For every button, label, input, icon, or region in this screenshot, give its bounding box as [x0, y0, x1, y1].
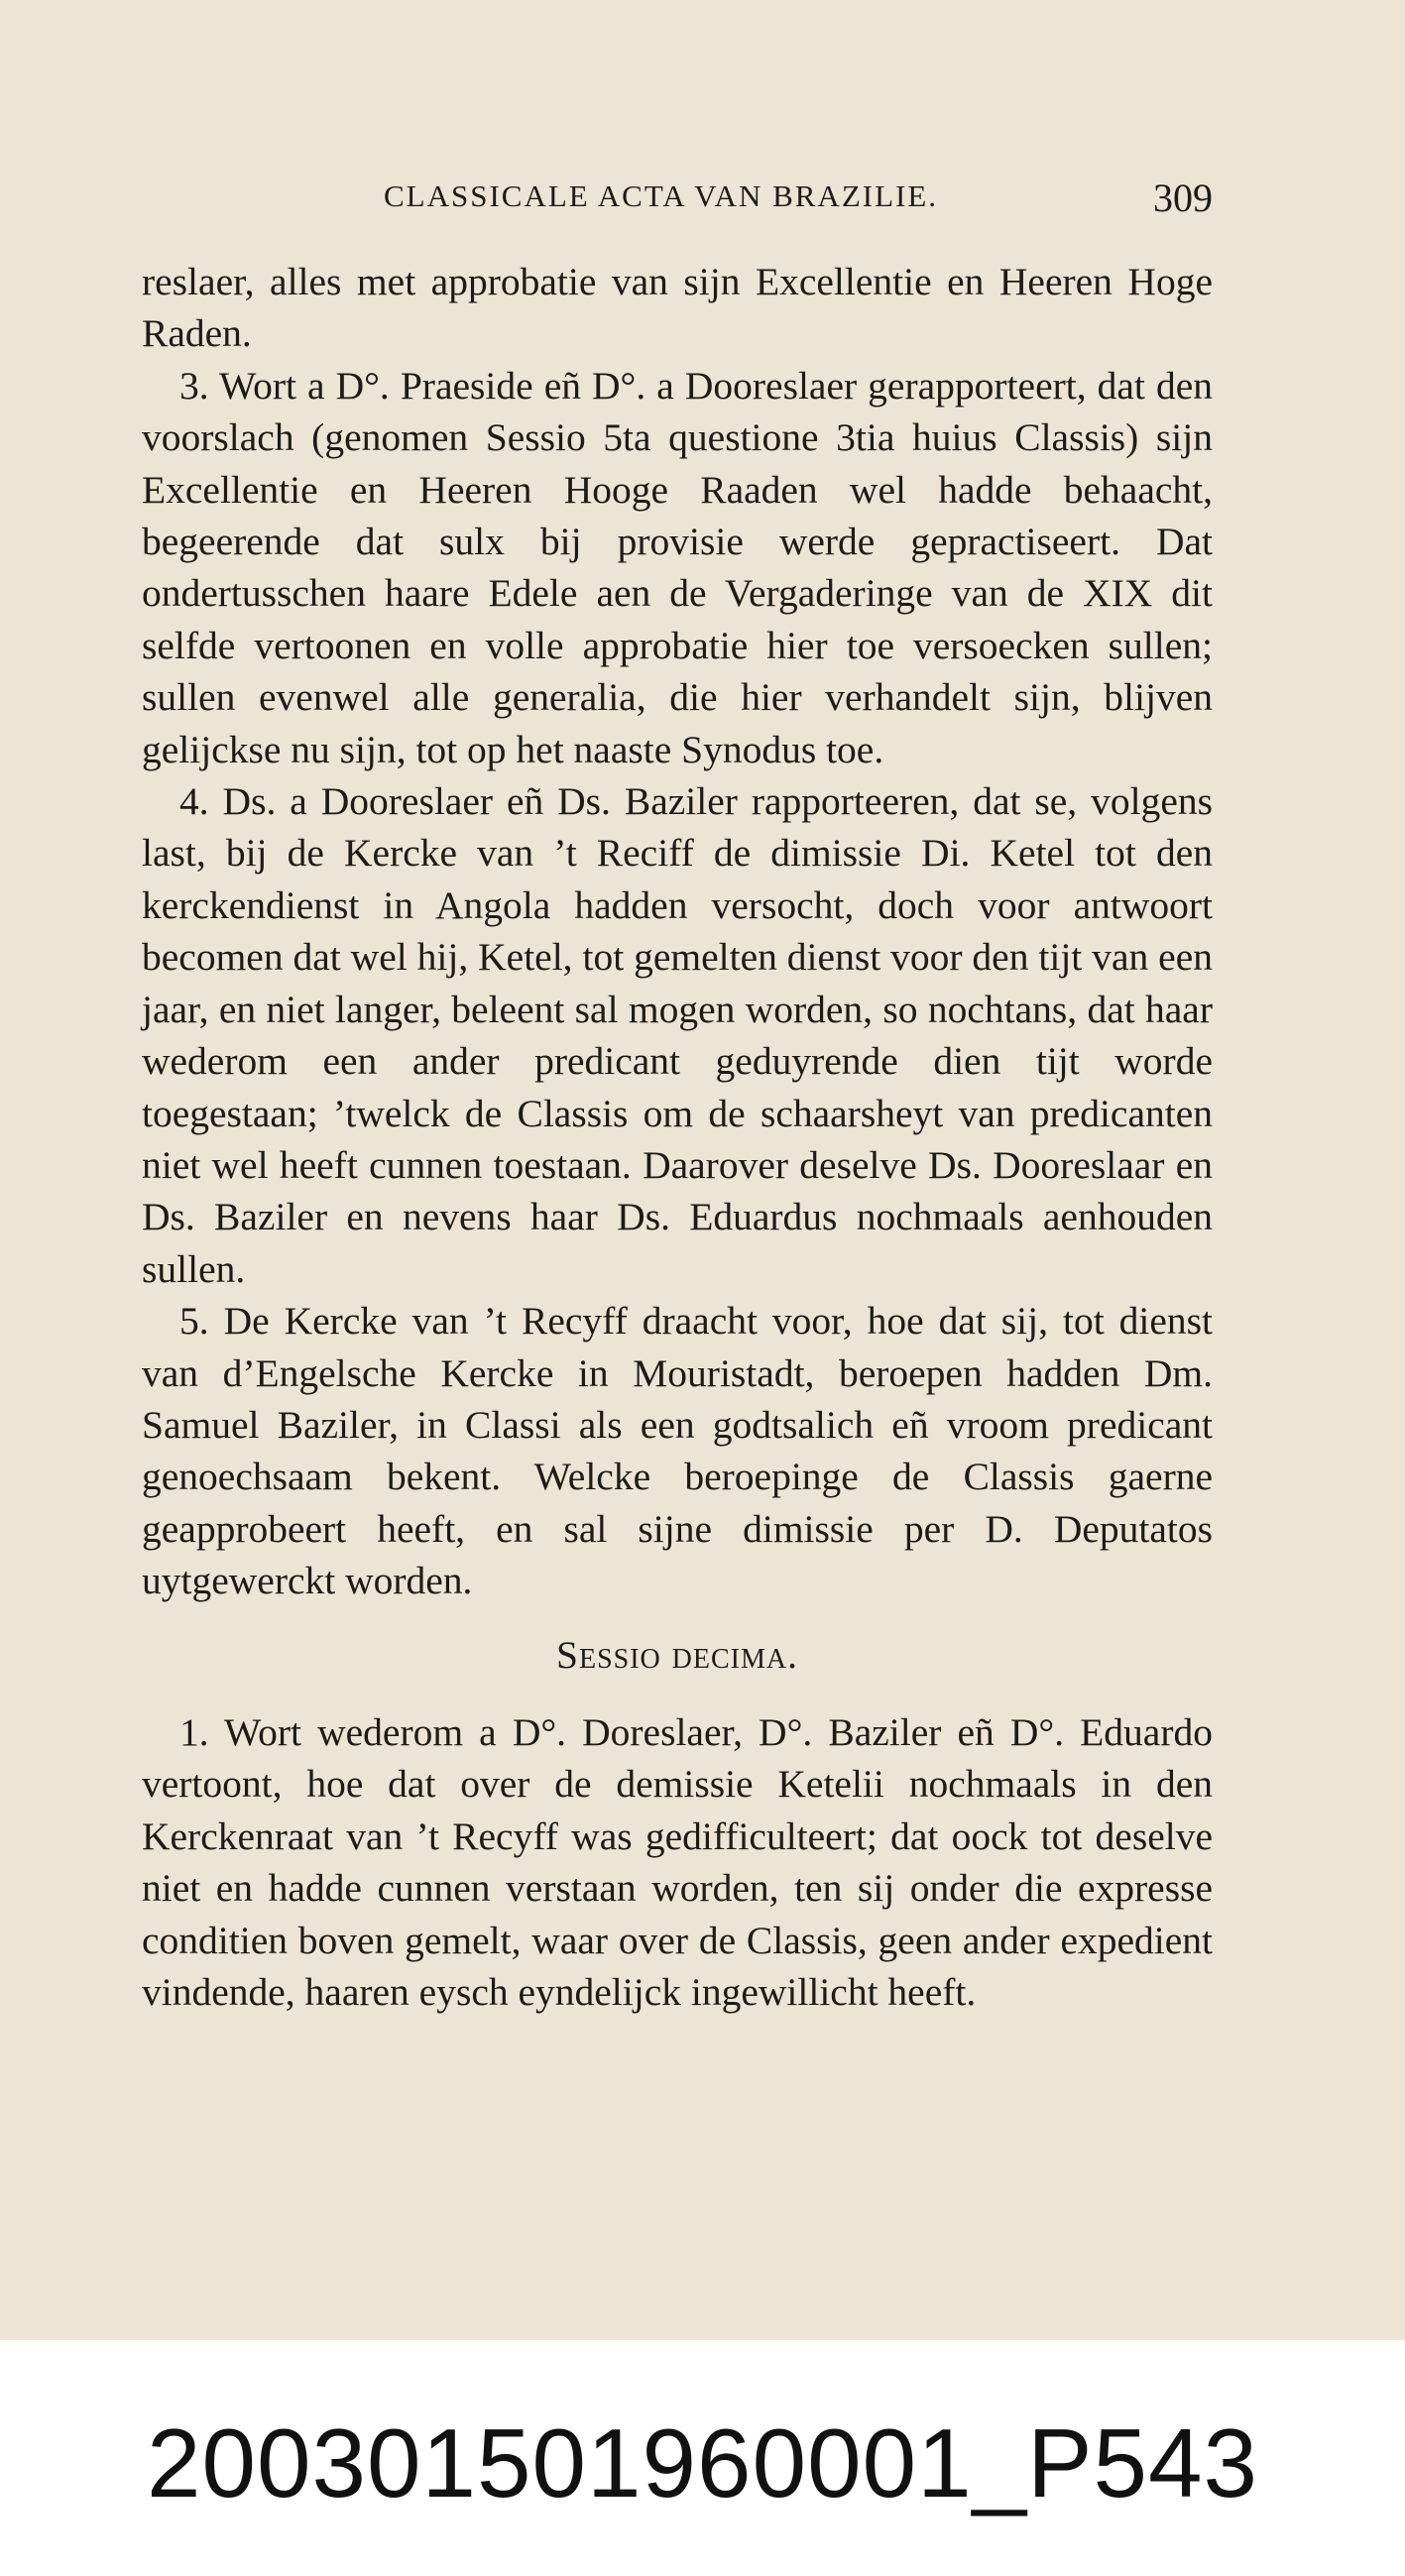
page-number: 309 [1153, 176, 1213, 220]
section-heading-text: Sessio decima. [556, 1632, 798, 1677]
running-title: CLASSICALE ACTA VAN BRAZILIE. [384, 178, 939, 213]
running-head [144, 175, 1213, 224]
body-text [142, 256, 1213, 2018]
paragraph-item-3: 3. Wort a D°. Praeside eñ D°. a Dooreslaer gerapporteert, dat den voorslach (genomen Sessio 5ta questione 3tia huius Classis) sijn Excellentie en Heeren Hooge Raaden wel hadde behaacht, begeerende dat sulx bij provisie werde gepractiseert. Dat ondertusschen haare Edele aen de Vergaderinge van de XIX dit selfde vertoonen en volle approbatie hier toe versoecken sullen; sullen evenwel alle generalia, die hier verhandelt sijn, blijven gelijckse nu sijn, tot op het naaste Synodus toe. [142, 363, 1213, 771]
paragraph-item-4: 4. Ds. a Dooreslaer eñ Ds. Baziler rapporteeren, dat se, volgens last, bij de Kercke van ’t Reciff de dimissie Di. Ketel tot den kerckendienst in Angola hadden versocht, doch voor antwoort becomen dat wel hij, Ketel, tot gemelten dienst voor den tijt van een jaar, en niet langer, beleent sal mogen worden, so nochtans, dat haar wederom een ander predicant geduyrende dien tijt worde toegestaan; ’twelck de Classis om de schaarsheyt van predicanten niet wel heeft cunnen toestaan. Daarover deselve Ds. Dooreslaar en Ds. Baziler en nevens haar Ds. Eduardus nochmaals aenhouden sullen. [142, 779, 1213, 1291]
footer-strip [0, 2340, 1405, 2576]
document-identifier: 20030150196000​1_P543 [147, 2408, 1258, 2517]
paragraph-item-5: 5. De Kercke van ’t Recyff draacht voor, hoe dat sij, tot dienst van d’Engelsche Kercke in Mouristadt, beroepen hadden Dm. Samuel Baziler, in Classi als een godtsalich eñ vroom predicant genoechsaam bekent. Welcke beroepinge de Classis gaerne geapprobeert heeft, en sal sijne dimissie per D. Deputatos uytgewerckt worden. [142, 1299, 1213, 1603]
paragraph-session-item-1: 1. Wort wederom a D°. Doreslaer, D°. Baziler eñ D°. Eduardo vertoont, hoe dat over de demissie Ketelii nochmaals in den Kerckenraat van ’t Recyff was gedifficulteert; dat oock tot deselve niet en hadde cunnen verstaan worden, ten sij onder die expresse conditien boven gemelt, waar over de Classis, geen ander expedient vindende, haaren eysch eyndelijck ingewillicht heeft. [142, 1709, 1213, 2014]
section-heading [142, 1629, 1213, 1681]
paragraph-continuation: reslaer, alles met approbatie van sijn Excellentie en Heeren Hoge Raden. [142, 260, 1213, 356]
